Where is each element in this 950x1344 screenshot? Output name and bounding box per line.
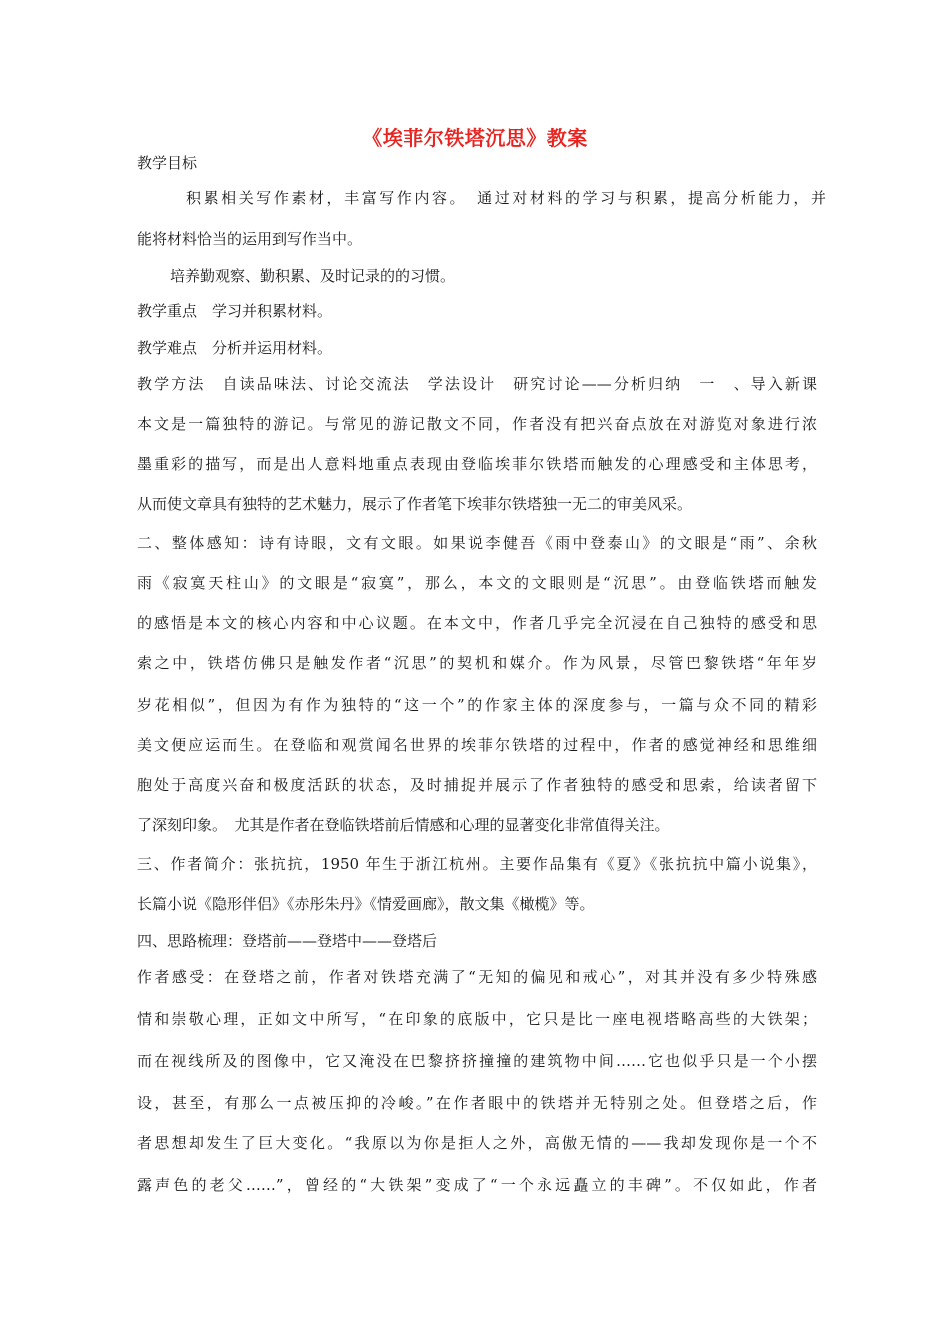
- paragraph-line: 能将材料恰当的运用到写作当中。: [137, 230, 363, 248]
- paragraph-line: 墨重彩的描写，而是出人意料地重点表现由登临埃菲尔铁塔而触发的心理感受和主体思考，: [137, 455, 817, 473]
- section-three-line: 三、作者简介：张抗抗，1950 年生于浙江杭州。主要作品集有《夏》《张抗抗中篇小说集》，: [137, 855, 817, 873]
- paragraph-line: 作者感受：在登塔之前，作者对铁塔充满了“无知的偏见和戒心”，对其并没有多少特殊感: [137, 968, 817, 986]
- paragraph-line: 而在视线所及的图像中，它又淹没在巴黎挤挤撞撞的建筑物中间……它也似乎只是一个小摆: [137, 1052, 817, 1070]
- paragraph-line: 积累相关写作素材，丰富写作内容。 通过对材料的学习与积累，提高分析能力，并: [186, 189, 826, 207]
- paragraph-line: 岁花相似”，但因为有作为独特的“这一个”的作家主体的深度参与，一篇与众不同的精彩: [137, 696, 817, 714]
- paragraph-line: 露声色的老父……”，曾经的“大铁架”变成了“一个永远矗立的丰碑”。不仅如此，作者: [137, 1176, 817, 1194]
- section-four-line: 四、思路梳理：登塔前——登塔中——登塔后: [137, 932, 438, 950]
- teaching-method-line: 教学方法 自读品味法、讨论交流法 学法设计 研究讨论——分析归纳 一 、导入新课: [137, 375, 817, 393]
- document-title: 《埃菲尔铁塔沉思》教案: [362, 126, 588, 150]
- paragraph-line: 雨《寂寞天柱山》的文眼是“寂寞”，那么，本文的文眼则是“沉思”。由登临铁塔而触发: [137, 574, 817, 592]
- paragraph-line: 本文是一篇独特的游记。与常见的游记散文不同，作者没有把兴奋点放在对游览对象进行浓: [137, 415, 817, 433]
- paragraph-line: 者思想却发生了巨大变化。“我原以为你是拒人之外，高傲无情的——我却发现你是一个不: [137, 1134, 817, 1152]
- paragraph-line: 的感悟是本文的核心内容和中心议题。在本文中，作者几乎完全沉浸在自己独特的感受和思: [137, 614, 817, 632]
- paragraph-line: 了深刻印象。 尤其是作者在登临铁塔前后情感和心理的显著变化非常值得关注。: [137, 816, 670, 834]
- paragraph-line: 胞处于高度兴奋和极度活跃的状态，及时捕捉并展示了作者独特的感受和思索，给读者留下: [137, 776, 817, 794]
- paragraph-line: 从而使文章具有独特的艺术魅力，展示了作者笔下埃菲尔铁塔独一无二的审美风采。: [137, 495, 693, 513]
- paragraph-line: 设，甚至，有那么一点被压抑的冷峻。”在作者眼中的铁塔并无特别之处。但登塔之后，作: [137, 1094, 817, 1112]
- paragraph-line: 情和崇敬心理，正如文中所写，“在印象的底版中，它只是比一座电视塔略高些的大铁架；: [137, 1010, 817, 1028]
- paragraph-line: 美文便应运而生。在登临和观赏闻名世界的埃菲尔铁塔的过程中，作者的感觉神经和思维细: [137, 736, 817, 754]
- teaching-difficulty-line: 教学难点 分析并运用材料。: [137, 339, 333, 357]
- paragraph-line: 索之中，铁塔仿佛只是触发作者“沉思”的契机和媒介。作为风景，尽管巴黎铁塔“年年岁: [137, 654, 817, 672]
- paragraph-line: 长篇小说《隐形伴侣》《赤彤朱丹》《情爱画廊》，散文集《橄榄》等。: [137, 895, 595, 913]
- section-two-line: 二、整体感知：诗有诗眼，文有文眼。如果说李健吾《雨中登泰山》的文眼是“雨”、余秋: [137, 534, 817, 552]
- teaching-focus-line: 教学重点 学习并积累材料。: [137, 302, 333, 320]
- paragraph-line: 培养勤观察、勤积累、及时记录的的习惯。: [170, 267, 456, 285]
- heading-teaching-goals: 教学目标: [137, 154, 198, 172]
